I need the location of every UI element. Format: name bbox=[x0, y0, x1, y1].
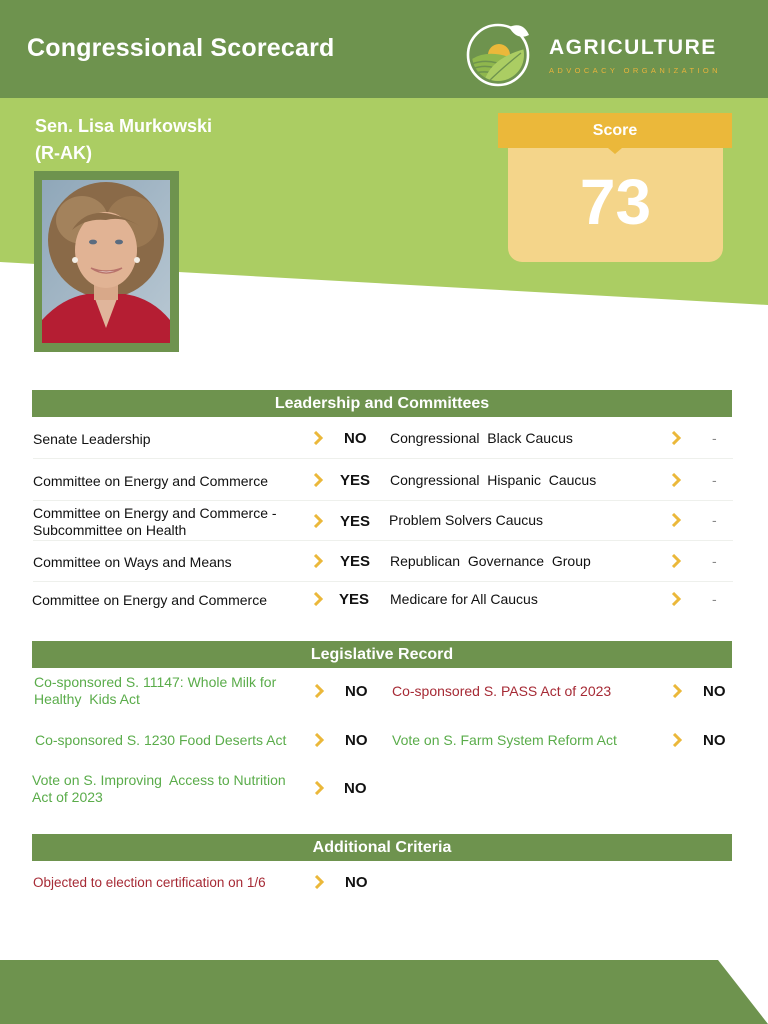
chevron-right-icon bbox=[313, 554, 324, 568]
score-label: Score bbox=[498, 113, 732, 148]
caucus-value bbox=[712, 553, 717, 570]
chevron-right-icon bbox=[671, 473, 682, 487]
row-label: Co-sponsored S. PASS Act of 2023 bbox=[392, 683, 612, 699]
organization-logo bbox=[465, 19, 735, 89]
member-name: Sen. Lisa Murkowski bbox=[35, 116, 213, 136]
chevron-right-icon bbox=[314, 875, 325, 889]
member-party-state: (R-AK) bbox=[35, 143, 92, 163]
sun-over-fields-leaf-icon bbox=[465, 19, 535, 89]
row-value: - bbox=[712, 472, 717, 488]
row-value: NO bbox=[345, 732, 368, 749]
row-label: Committee on Energy and Commerce bbox=[32, 591, 267, 608]
row-divider bbox=[33, 540, 733, 541]
row-value: NO bbox=[703, 732, 726, 749]
legislative-row bbox=[32, 772, 302, 806]
chevron-right-icon bbox=[313, 431, 324, 445]
leadership-row bbox=[33, 505, 303, 539]
chevron-right-icon bbox=[314, 684, 325, 698]
chevron-right-icon bbox=[671, 513, 682, 527]
chevron-right-icon bbox=[314, 781, 325, 795]
legislative-value bbox=[703, 683, 726, 700]
logo-subtitle: ADVOCACY ORGANIZATION bbox=[549, 66, 721, 75]
row-label: Medicare for All Caucus bbox=[390, 591, 538, 607]
row-value: YES bbox=[340, 513, 371, 530]
row-value: - bbox=[712, 430, 717, 446]
row-label: Vote on S. Improving Access to Nutrition Act of 2023 bbox=[32, 772, 289, 805]
row-label: Republican Governance Group bbox=[390, 553, 591, 569]
leadership-value bbox=[340, 472, 370, 489]
section-header-additional: Additional Criteria bbox=[32, 834, 732, 861]
chevron-right-icon bbox=[313, 592, 324, 606]
additional-row bbox=[33, 874, 266, 891]
leadership-value bbox=[344, 430, 367, 447]
row-divider bbox=[33, 500, 733, 501]
leadership-value bbox=[339, 591, 369, 608]
chevron-right-icon bbox=[672, 684, 683, 698]
score-value: 73 bbox=[579, 166, 652, 238]
member-photo bbox=[42, 180, 170, 343]
row-label: Objected to election certification on 1/6 bbox=[33, 875, 266, 890]
legislative-value bbox=[345, 683, 368, 700]
row-value: YES bbox=[340, 553, 371, 570]
row-label: Senate Leadership bbox=[33, 430, 151, 447]
row-value: NO bbox=[344, 780, 367, 797]
legislative-row bbox=[392, 683, 611, 700]
chevron-right-icon bbox=[672, 733, 683, 747]
row-value: YES bbox=[339, 591, 370, 608]
member-photo-frame bbox=[34, 171, 179, 352]
row-label: Committee on Energy and Commerce - Subcommittee on Health bbox=[33, 505, 277, 538]
legislative-value bbox=[703, 732, 726, 749]
caucus-row bbox=[390, 472, 596, 489]
row-divider bbox=[33, 458, 733, 459]
row-label: Vote on S. Farm System Reform Act bbox=[392, 732, 617, 748]
row-divider bbox=[33, 581, 733, 582]
caucus-row bbox=[390, 553, 591, 570]
caucus-value bbox=[712, 591, 717, 608]
member-name-block bbox=[35, 113, 212, 167]
chevron-right-icon bbox=[314, 733, 325, 747]
legislative-value bbox=[344, 780, 367, 797]
legislative-row bbox=[34, 674, 304, 708]
row-label: Co-sponsored S. 11147: Whole Milk for Healthy Kids Act bbox=[34, 674, 281, 707]
row-value: NO bbox=[345, 874, 368, 891]
row-value: NO bbox=[344, 430, 367, 447]
legislative-row bbox=[392, 732, 617, 749]
caucus-row bbox=[390, 591, 538, 608]
page-title: Congressional Scorecard bbox=[27, 34, 335, 62]
row-label: Congressional Hispanic Caucus bbox=[390, 472, 597, 488]
logo-name: AGRICULTURE bbox=[549, 36, 717, 59]
row-value: - bbox=[712, 553, 717, 569]
row-label: Co-sponsored S. 1230 Food Deserts Act bbox=[35, 732, 287, 748]
row-label: Problem Solvers Caucus bbox=[389, 512, 544, 528]
caucus-value bbox=[712, 472, 717, 489]
section-header-legislative: Legislative Record bbox=[32, 641, 732, 668]
leadership-value bbox=[340, 513, 370, 530]
chevron-right-icon bbox=[671, 554, 682, 568]
row-label: Congressional Black Caucus bbox=[390, 430, 573, 446]
chevron-right-icon bbox=[671, 431, 682, 445]
caucus-value bbox=[712, 430, 717, 447]
section-header-leadership: Leadership and Committees bbox=[32, 390, 732, 417]
chevron-right-icon bbox=[313, 473, 324, 487]
row-value: NO bbox=[703, 683, 726, 700]
chevron-right-icon bbox=[313, 514, 324, 528]
row-label: Committee on Energy and Commerce bbox=[33, 472, 268, 489]
row-label: Committee on Ways and Means bbox=[33, 553, 232, 570]
row-value: - bbox=[712, 591, 717, 607]
row-value: - bbox=[712, 512, 717, 528]
caucus-row bbox=[390, 430, 573, 447]
header-bar bbox=[0, 0, 768, 98]
chevron-right-icon bbox=[671, 592, 682, 606]
footer-bar bbox=[0, 960, 768, 1024]
row-value: YES bbox=[340, 472, 371, 489]
row-value: NO bbox=[345, 683, 368, 700]
legislative-value bbox=[345, 732, 368, 749]
additional-value bbox=[345, 874, 368, 891]
leadership-value bbox=[340, 553, 370, 570]
caucus-value bbox=[712, 512, 717, 529]
caucus-row bbox=[389, 512, 543, 529]
legislative-row bbox=[35, 732, 286, 749]
